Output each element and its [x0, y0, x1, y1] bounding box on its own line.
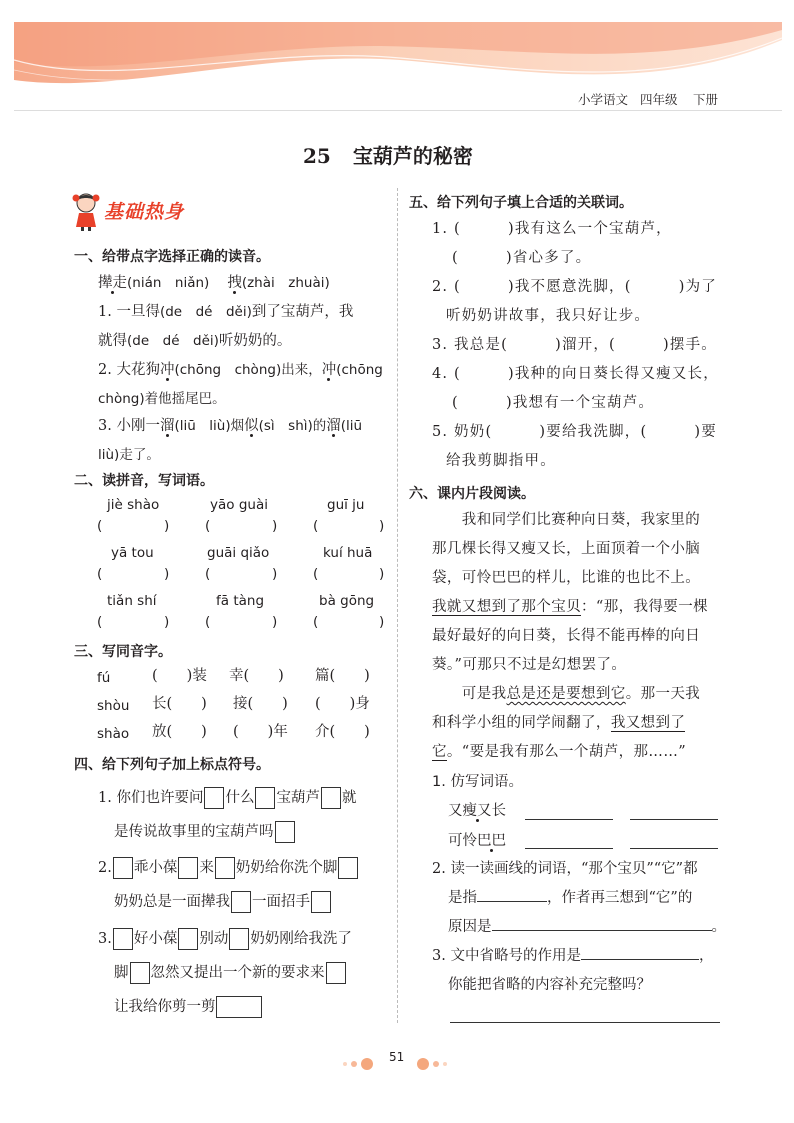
- punct-box[interactable]: [113, 857, 133, 879]
- pinyin-zhuai: (zhài zhuài): [241, 275, 330, 291]
- punct-box[interactable]: [229, 928, 249, 950]
- q2-heading: 二、读拼音，写词语。: [74, 473, 214, 489]
- q4-sentence2: 2. 乖小葆 来 奶奶给你洗个脚 奶奶总是一面撵我 一面招手: [98, 851, 359, 919]
- q3-r3-a: 放( ): [152, 724, 207, 740]
- punct-box[interactable]: [113, 928, 133, 950]
- punct-box[interactable]: [255, 787, 275, 809]
- punct-box[interactable]: [130, 962, 150, 984]
- q3-r2-b: 接( ): [233, 696, 288, 712]
- q3-r3-pinyin: shào: [97, 726, 130, 742]
- q3-r3-c: 介( ): [315, 724, 370, 740]
- q2-py-r3c1: tiǎn shí: [107, 593, 157, 609]
- reading-passage: 我和同学们比赛种向日葵，我家里的 那几棵长得又瘦又长，上面顶着一个小脑 袋，可怜巴巴的样儿，比谁的也比不上。 我就又想到了那个宝贝：“那，我得要一棵 最好最好的向日葵，长得不能再棒的向日 葵。”可那只不过是幻想罢了。 可是我总是还是要想到它。那一天我 和科学小组的同学闹翻了，我又想到了 它。“要是我有那么一个葫芦，那……”: [432, 512, 709, 760]
- punct-box[interactable]: [275, 821, 295, 843]
- footer-dots-right: [417, 1053, 447, 1072]
- underlined-phrase-it: 我又想到了: [610, 715, 686, 731]
- q3-r1-a: ( )装: [152, 668, 207, 684]
- q3-heading: 三、写同音字。: [74, 644, 172, 660]
- answer-line[interactable]: [450, 1022, 720, 1023]
- q1-item3: 3. 小刚一溜(liū liù)烟似(sì shì)的溜(liū liù)走了。: [98, 418, 363, 463]
- answer-line[interactable]: [630, 848, 718, 849]
- q1-item1: 1. 一旦得(de dé děi)到了宝葫芦，我 就得(de dé děi)听奶奶的。: [98, 304, 354, 349]
- header-subject: 小学语文: [578, 92, 629, 107]
- q4-sentence3: 3. 好小葆 别动 奶奶刚给我洗了 脚 忽然又提出一个新的要求来 让我给你剪一剪: [98, 922, 352, 1024]
- header-grade: 四年级: [640, 92, 678, 107]
- q3-r1-c: 篇( ): [315, 668, 370, 684]
- q5-lines: 1. ( )我有这么一个宝葫芦， ( )省心多了。 2. ( )我不愿意洗脚，( )为了 听奶奶讲故事，我只好让步。 3. 我总是( )溜开，( )摆手。 4. ( )我种的向日葵长得又瘦又长， ( )我想有一个宝葫芦。 5. 奶奶( )要给我洗脚，( )要 给我剪脚指甲。: [432, 221, 719, 469]
- answer-blank[interactable]: [477, 884, 547, 902]
- word-zhuai: 拽: [227, 275, 242, 291]
- q2-py-r2c3: kuí huā: [323, 545, 373, 561]
- answer-blank[interactable]: [581, 942, 699, 960]
- q4-sentence1: 1. 你们也许要问 什么 宝葫芦 就 是传说故事里的宝葫芦吗: [98, 781, 356, 849]
- header-rule: [14, 110, 782, 111]
- underlined-phrase-treasure: 我就又想到了那个宝贝: [432, 599, 581, 615]
- page-number: 51: [389, 1050, 405, 1064]
- girl-mascot-icon: [70, 190, 102, 232]
- lesson-number: 25: [303, 144, 331, 168]
- q2-py-r2c1: yā tou: [111, 545, 154, 561]
- punct-box[interactable]: [311, 891, 331, 913]
- q5-heading: 五、给下列句子填上合适的关联词。: [409, 195, 633, 211]
- page-title: [303, 140, 473, 169]
- punct-box[interactable]: [178, 928, 198, 950]
- punct-box[interactable]: [178, 857, 198, 879]
- pinyin-nian: (nián niǎn): [127, 275, 210, 291]
- q1-row1: [98, 269, 330, 298]
- q2-py-r3c2: fā tàng: [216, 593, 265, 609]
- section-badge: 基础热身: [104, 201, 185, 223]
- q6-task1: 1. 仿写词语。: [432, 774, 523, 790]
- q6-task2: 2. 读一读画线的词语，“那个宝贝”“它”都 是指 ，作者再三想到“它”的 原因是 。: [432, 861, 726, 935]
- q2-py-r2c2: guāi qiǎo: [207, 545, 270, 561]
- answer-line[interactable]: [525, 819, 613, 820]
- q6-word2: 可怜巴巴: [448, 833, 506, 849]
- q2-py-r3c3: bà gōng: [319, 593, 375, 609]
- q4-heading: 四、给下列句子加上标点符号。: [74, 757, 270, 773]
- punct-box[interactable]: [204, 787, 224, 809]
- q3-r2-c: ( )身: [315, 696, 370, 712]
- punct-box-wide[interactable]: [216, 996, 262, 1018]
- punct-box[interactable]: [231, 891, 251, 913]
- q2-py-r1c1: jiè shào: [107, 497, 160, 513]
- answer-line[interactable]: [630, 819, 718, 820]
- q6-word1: 又瘦又长: [448, 803, 506, 819]
- word-nian: 撵走: [98, 275, 127, 291]
- q2-py-r1c2: yāo guài: [210, 497, 268, 513]
- punct-box[interactable]: [326, 962, 346, 984]
- q6-heading: 六、课内片段阅读。: [409, 486, 535, 502]
- footer-dots-left: [343, 1053, 373, 1072]
- q1-heading: 一、给带点字选择正确的读音。: [74, 249, 270, 265]
- answer-blank[interactable]: [492, 913, 712, 931]
- q3-r1-pinyin: fú: [97, 670, 111, 686]
- answer-line[interactable]: [525, 848, 613, 849]
- q2-py-r1c3: guī ju: [327, 497, 365, 513]
- q3-r2-pinyin: shòu: [97, 698, 130, 714]
- q1-item2: 2. 大花狗冲(chōng chòng)出来，冲(chōng chòng)着他摇尾巴。: [98, 362, 383, 407]
- header-volume: 下册: [693, 92, 719, 107]
- punct-box[interactable]: [338, 857, 358, 879]
- lesson-title: 宝葫芦的秘密: [352, 144, 473, 168]
- punct-box[interactable]: [215, 857, 235, 879]
- q3-r1-b: 幸( ): [229, 668, 284, 684]
- q6-task3: 3. 文中省略号的作用是 ， 你能把省略的内容补充完整吗？: [432, 942, 713, 1000]
- punct-box[interactable]: [321, 787, 341, 809]
- wavy-underlined-phrase: 总是还是要想到它: [506, 686, 626, 702]
- column-divider: [397, 188, 398, 1023]
- q3-r2-a: 长( ): [152, 696, 207, 712]
- q3-r3-b: ( )年: [233, 724, 288, 740]
